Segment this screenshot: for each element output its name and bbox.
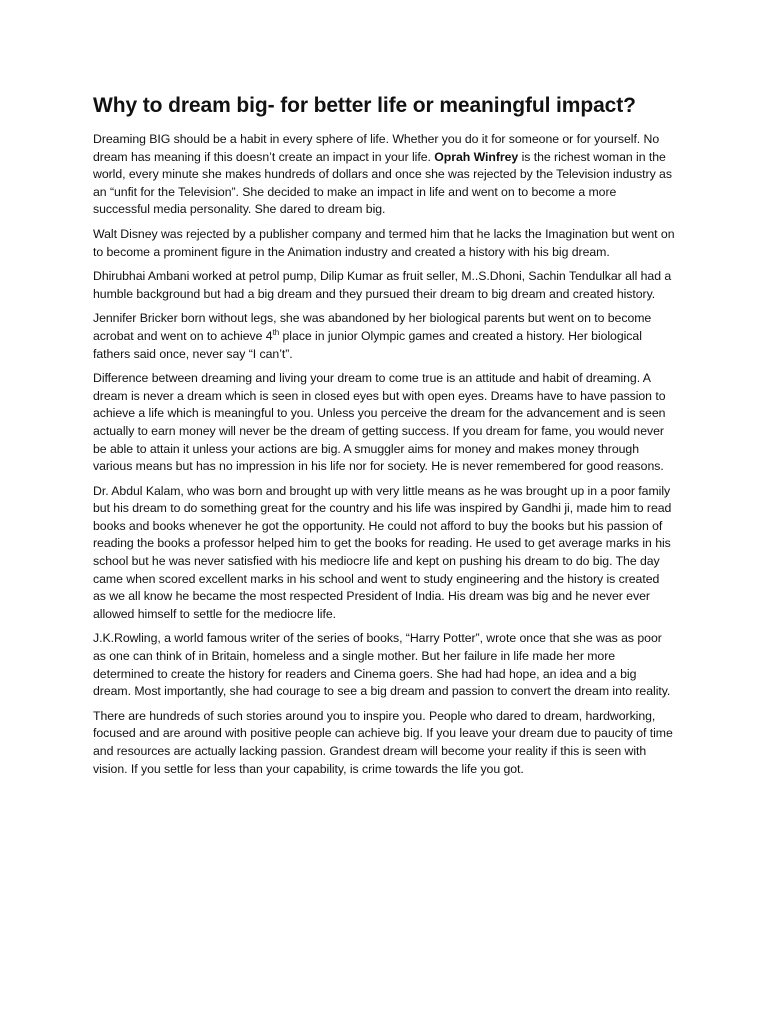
paragraph-text: Dreaming BIG should be a habit in every sphere of life. Whether you do it for someone or for yourself. No dream has meaning if this doesn’t create an impact in your life. xyxy=(93,132,660,164)
paragraph-oprah xyxy=(93,131,675,219)
paragraph-text: Jennifer Bricker born without legs, she was abandoned by her biological parents but went on to become acrobat and went on to achieve 4 xyxy=(93,311,652,343)
paragraph-walt-disney: Walt Disney was rejected by a publisher company and termed him that he lacks the Imagination but went on to become a prominent figure in the Animation industry and created a history with his big dream. xyxy=(93,226,675,259)
bold-name-oprah-winfrey: Oprah Winfrey xyxy=(434,149,519,164)
paragraph-jennifer-bricker xyxy=(93,310,675,363)
paragraph-conclusion: There are hundreds of such stories around you to inspire you. People who dared to dream, hardworking, focused and are around with positive people can achieve big. If you leave your dream due to paucity of time and resources are actually lacking passion. Grandest dream will become your reality if this is seen with vision. If you settle for less than your capability, is crime towards the life you got. xyxy=(93,708,673,776)
paragraph-abdul-kalam: Dr. Abdul Kalam, who was born and brought up with very little means as he was brought up in a poor family but his dream to do something great for the country and his life was inspired by Gandhi ji, made him to read books and books whenever he got the opportunity. He could not afford to buy the books but his passion of reading the books a professor helped him to get the books for reading. He used to get average marks in his school but he was never satisfied with his mediocre life and kept on pushing his dream to do big. The day came when scored excellent marks in his school and went to study engineering and the history is created as we all know he became the most respected President of India. His dream was big and he never ever allowed himself to settle for the mediocre life. xyxy=(93,483,672,621)
ordinal-superscript: th xyxy=(272,327,280,337)
document-title: Why to dream big- for better life or meaningful impact? xyxy=(93,94,636,117)
paragraph-text: is the richest woman in the world, every minute she makes hundreds of dollars and once she was rejected by the Television industry as an “unfit for the Television”. She decided to make an impact in life and went on to become a more successful media personality. She dared to dream big. xyxy=(93,149,672,217)
paragraph-jk-rowling: J.K.Rowling, a world famous writer of the series of books, “Harry Potter”, wrote once that she was as poor as one can think of in Britain, homeless and a single mother. But her failure in life made her more determined to create the history for readers and Cinema goers. She had had hope, an idea and a big dream. Most importantly, she had courage to see a big dream and passion to convert the dream into reality. xyxy=(93,631,671,699)
paragraph-humble-background: Dhirubhai Ambani worked at petrol pump, Dilip Kumar as fruit seller, M..S.Dhoni, Sachin Tendulkar all had a humble background but had a big dream and they pursued their dream to big dream and created history. xyxy=(93,269,672,301)
document-page xyxy=(93,90,675,785)
paragraph-text: place in junior Olympic games and created a history. Her biological fathers said once, never say “I can’t”. xyxy=(93,328,642,361)
paragraph-dreaming-difference: Difference between dreaming and living your dream to come true is an attitude and habit of dreaming. A dream is never a dream which is seen in closed eyes but with open eyes. Dreams have to have passion to achieve a life which is meaningful to you. Unless you perceive the dream for the advancement and is seen actually to earn money will never be the dream of getting success. If you dream for fame, you would never be able to attain it unless your actions are big. A smuggler aims for money and makes money through various means but has no impression in his life nor for society. He is never remembered for good reasons. xyxy=(93,371,666,474)
